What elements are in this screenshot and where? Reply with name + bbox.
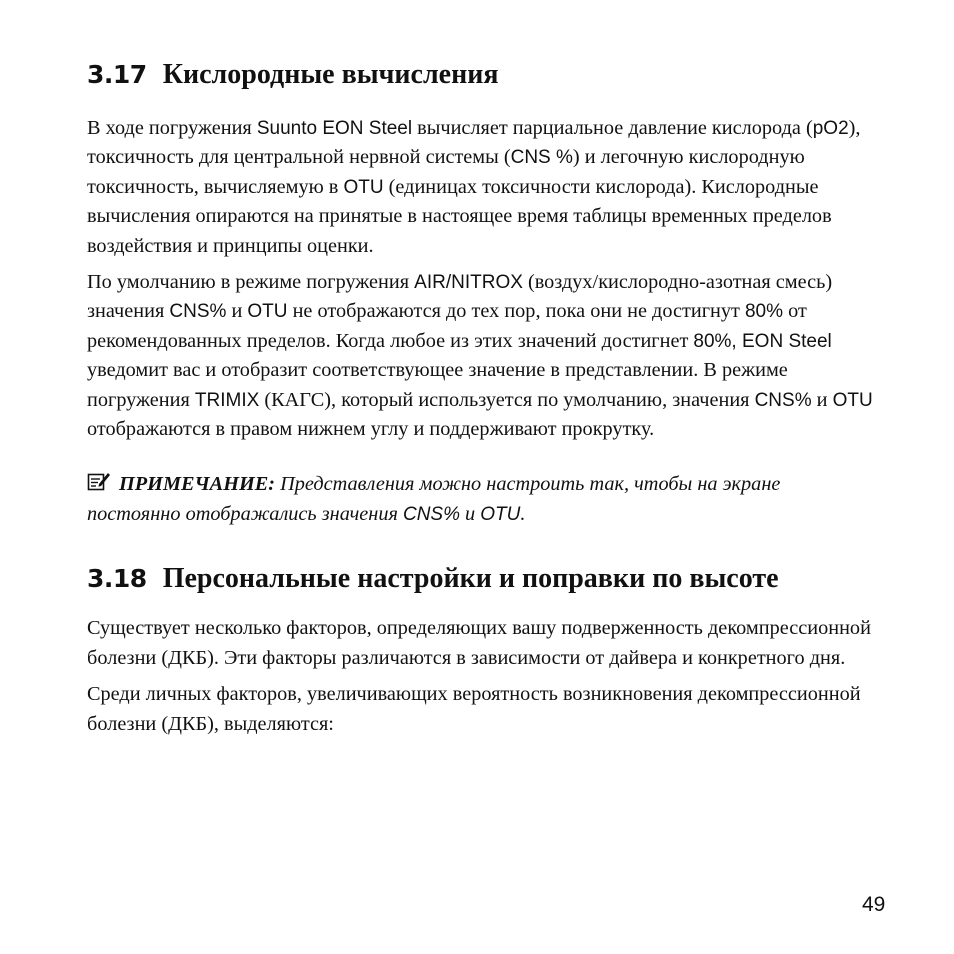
text-run: не отображаются до тех пор, пока они не достигнут <box>287 300 745 323</box>
paragraph-dcs-factors: Существует несколько факторов, определяющих вашу подверженность декомпрессионной болезни (ДКБ). Эти факторы различаются в зависимости от дайвера и конкретного дня. <box>87 617 871 669</box>
text-run: (единицах токсичности кислорода). Кислородные вычисления опираются на принятые в настоящее время таблицы временных пределов воздействия и принципы оценки. <box>87 175 832 257</box>
section-number: 3.17 <box>87 60 147 89</box>
text-run: (КАГС), который используется по умолчанию, значения <box>259 388 755 411</box>
text-run: ) и легочную кислородную токсичность, вычисляемую в <box>87 146 805 198</box>
otu-term: OTU <box>832 389 873 411</box>
section-number: 3.18 <box>87 564 147 594</box>
text-run: В ходе погружения <box>87 117 257 139</box>
text-run: . <box>520 502 526 525</box>
mode-term: AIR/NITROX <box>414 272 523 294</box>
text-run: Представления можно настроить так, чтобы на экране постоянно отображались значения <box>87 473 781 525</box>
cns-term: CNS% <box>169 301 227 323</box>
text-run: ), токсичность для центральной нервной системы ( <box>87 117 861 169</box>
text-run: (воздух/кислородно-азотная смесь) значения <box>87 271 833 323</box>
manual-page <box>87 58 877 739</box>
otu-term: OTU <box>247 301 288 323</box>
text-run: отображаются в правом нижнем углу и поддерживают прокрутку. <box>87 418 655 441</box>
text-run: уведомит вас и отобразит соответствующее значение в представлении. В режиме погружения <box>87 359 788 411</box>
text-run: вычисляет парциальное давление кислорода ( <box>412 117 813 139</box>
text-run: и <box>226 300 248 323</box>
text-run: и <box>459 502 481 525</box>
page-number: 49 <box>862 893 886 916</box>
cns-term: CNS % <box>510 147 573 169</box>
paragraph-personal-factors: Среди личных факторов, увеличивающих вероятность возникновения декомпрессионной болезни (ДКБ), выделяются: <box>87 683 861 735</box>
section-title: Персональные настройки и поправки по высоте <box>162 563 779 595</box>
note-pencil-icon <box>87 470 111 492</box>
otu-term: OTU <box>343 176 384 198</box>
cns-term: CNS% <box>754 389 812 411</box>
cns-term: CNS% <box>402 503 460 525</box>
section-heading-3-18 <box>87 559 877 599</box>
percent-term: 80% <box>744 301 784 323</box>
note-block <box>87 470 877 529</box>
note-label: ПРИМЕЧАНИЕ: <box>119 473 276 496</box>
percent-device-term: 80%, EON Steel <box>693 330 832 352</box>
paragraph-oxygen-calculations <box>87 114 877 261</box>
section-heading-3-17 <box>87 58 877 92</box>
po2-term: pO2 <box>812 118 849 139</box>
text-run: и <box>811 388 833 411</box>
text-run: По умолчанию в режиме погружения <box>87 271 415 294</box>
text-run: от рекомендованных пределов. Когда любое из этих значений достигнет <box>87 300 807 352</box>
section-title: Кислородные вычисления <box>162 59 499 90</box>
device-name: Suunto EON Steel <box>256 118 413 139</box>
trimix-term: TRIMIX <box>194 389 260 411</box>
otu-term: OTU <box>480 503 521 525</box>
paragraph-default-display <box>87 268 877 444</box>
